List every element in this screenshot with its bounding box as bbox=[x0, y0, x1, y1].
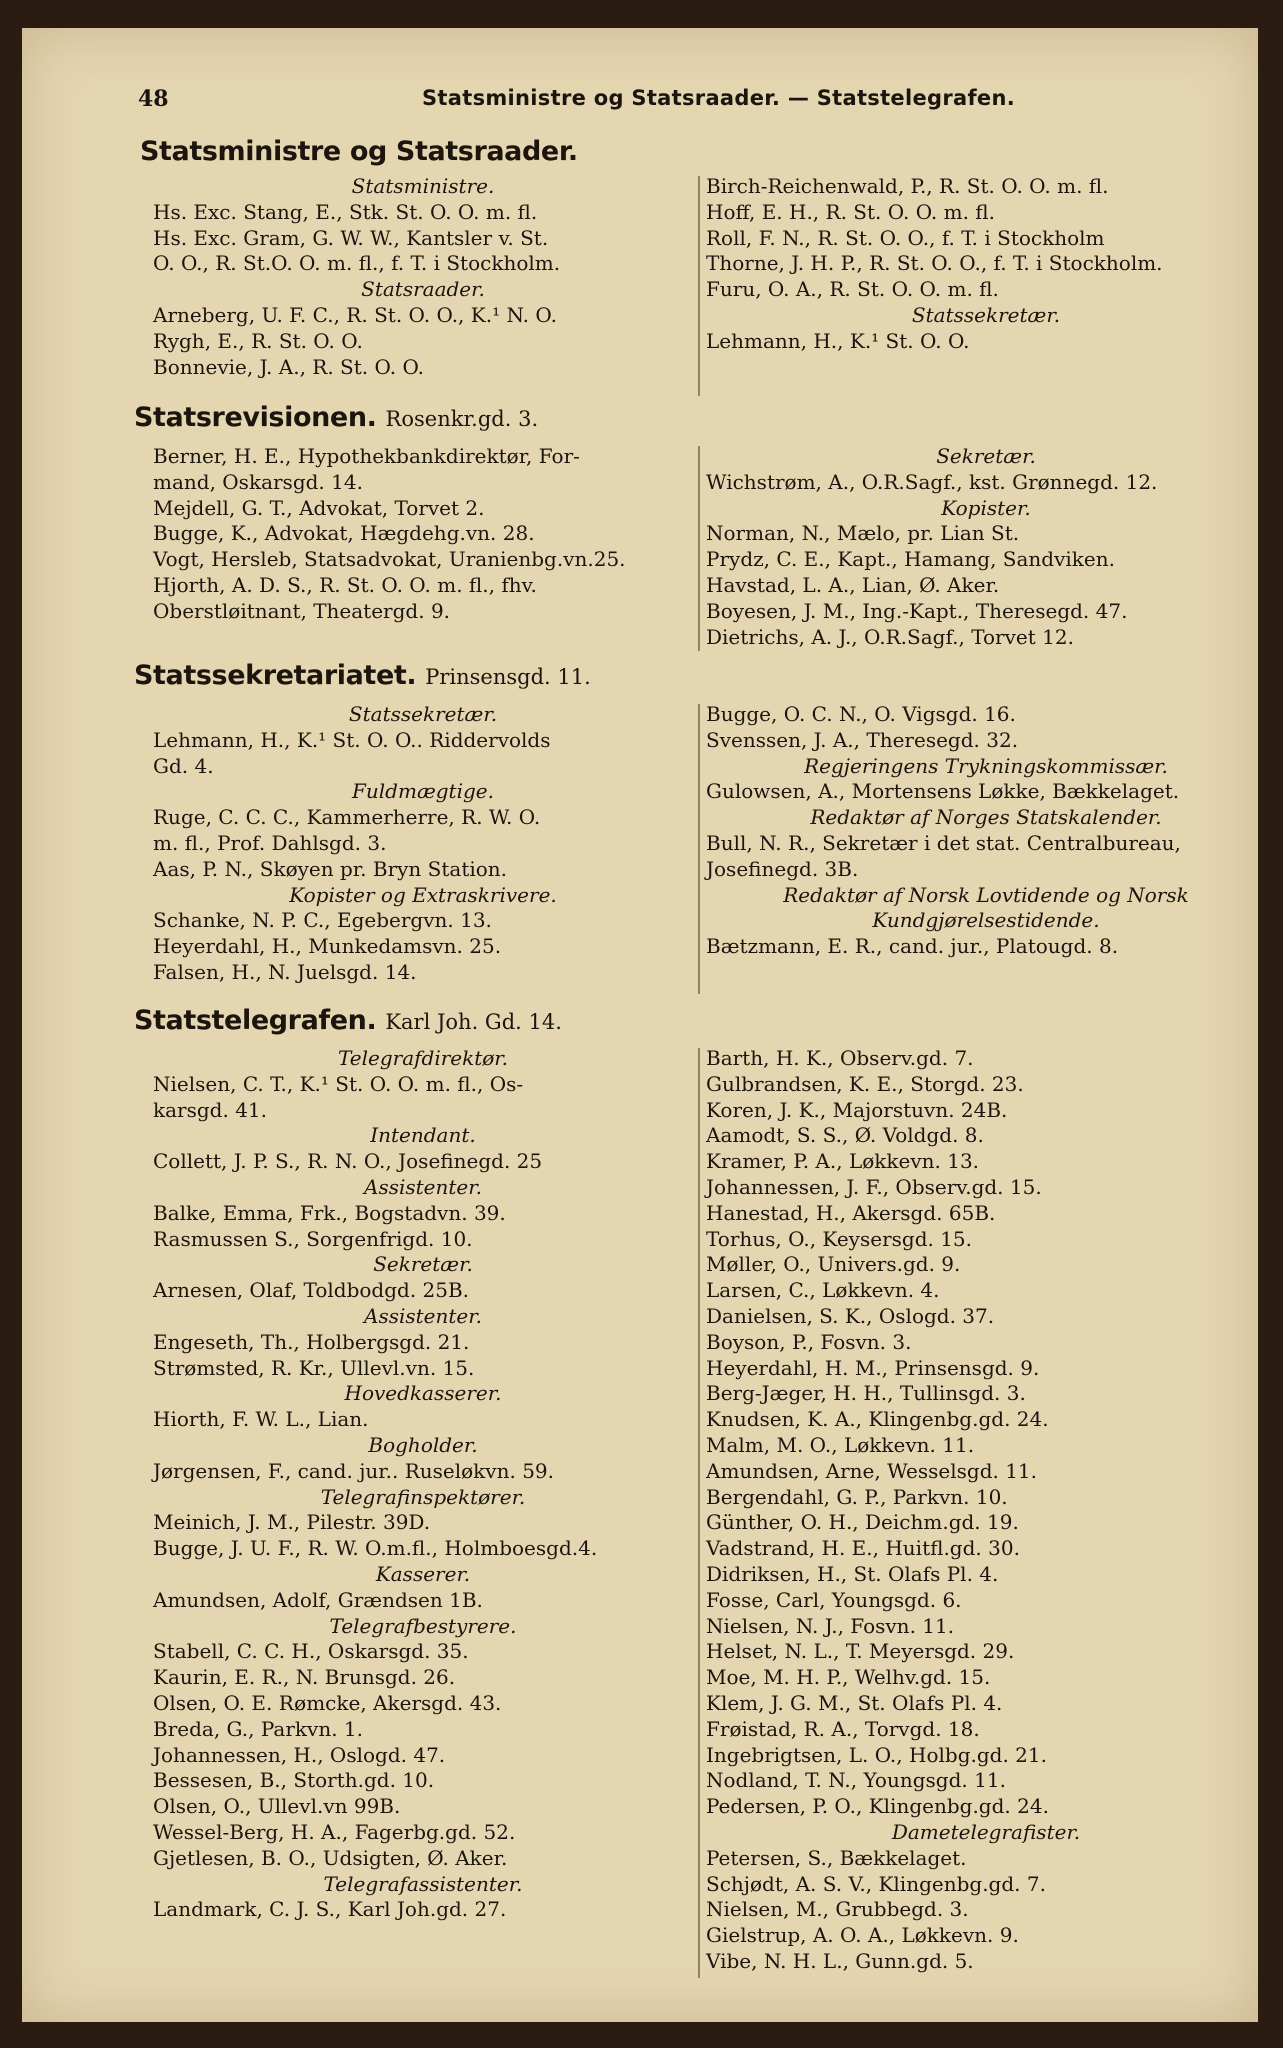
page bbox=[22, 28, 1258, 2022]
directory-entry: Vibe, N. H. L., Gunn.gd. 5. bbox=[706, 1948, 974, 1973]
section-heading-statsrevisionen bbox=[134, 402, 538, 433]
heading-text: Statsministre og Statsraader. bbox=[140, 136, 578, 167]
directory-entry: Boyesen, J. M., Ing.-Kapt., Theresegd. 47. bbox=[706, 598, 1128, 623]
directory-entry: Heyerdahl, H. M., Prinsensgd. 9. bbox=[706, 1355, 1040, 1380]
heading-text: Statstelegrafen. bbox=[134, 1005, 377, 1036]
directory-entry: Ingebrigtsen, L. O., Holbg.gd. 21. bbox=[706, 1742, 1047, 1767]
column-right bbox=[706, 444, 1266, 650]
directory-entry: Amundsen, Adolf, Grændsen 1B. bbox=[153, 1587, 483, 1612]
directory-entry: Wessel-Berg, H. A., Fagerbg.gd. 52. bbox=[153, 1819, 516, 1844]
directory-entry: Bugge, J. U. F., R. W. O.m.fl., Holmboesgd.4. bbox=[153, 1536, 598, 1561]
directory-entry: Meinich, J. M., Pilestr. 39D. bbox=[153, 1510, 431, 1535]
directory-entry: Berner, H. E., Hypothekbankdirektør, For- bbox=[153, 444, 580, 468]
directory-entry: Rygh, E., R. St. O. O. bbox=[153, 328, 363, 353]
section-heading-statssekretariatet bbox=[134, 660, 591, 691]
directory-entry: Bull, N. R., Sekretær i det stat. Centralbureau, bbox=[706, 830, 1181, 855]
column-left bbox=[153, 444, 693, 625]
directory-entry: Gjetlesen, B. O., Udsigten, Ø. Aker. bbox=[153, 1845, 508, 1870]
column-right bbox=[706, 174, 1266, 355]
role-heading: Statsraader. bbox=[361, 277, 485, 302]
directory-entry: karsgd. 41. bbox=[153, 1097, 267, 1122]
directory-entry: Roll, F. N., R. St. O. O., f. T. i Stockholm bbox=[706, 225, 1105, 250]
heading-text: Statssekretariatet. bbox=[134, 660, 417, 691]
directory-entry: Kramer, P. A., Løkkevn. 13. bbox=[706, 1149, 980, 1174]
section-heading-statsministre bbox=[140, 136, 578, 167]
directory-entry: Moe, M. H. P., Welhv.gd. 15. bbox=[706, 1665, 991, 1690]
directory-entry: Strømsted, R. Kr., Ullevl.vn. 15. bbox=[153, 1355, 475, 1380]
column-divider bbox=[698, 704, 700, 994]
column-left bbox=[153, 174, 693, 380]
directory-entry: Bugge, O. C. N., O. Vigsgd. 16. bbox=[706, 702, 1016, 726]
directory-entry: Hs. Exc. Gram, G. W. W., Kantsler v. St. bbox=[153, 225, 549, 250]
directory-entry: Schanke, N. P. C., Egebergvn. 13. bbox=[153, 908, 492, 933]
directory-entry: Bergendahl, G. P., Parkvn. 10. bbox=[706, 1484, 1008, 1509]
directory-entry: Jørgensen, F., cand. jur.. Ruseløkvn. 59. bbox=[153, 1458, 555, 1483]
directory-entry: Havstad, L. A., Lian, Ø. Aker. bbox=[706, 572, 1000, 597]
role-heading: Redaktør af Norsk Lovtidende og Norsk bbox=[783, 882, 1189, 907]
directory-entry: Bætzmann, E. R., cand. jur., Platougd. 8. bbox=[706, 934, 1119, 959]
directory-entry: Berg-Jæger, H. H., Tullinsgd. 3. bbox=[706, 1381, 1026, 1406]
directory-entry: Bonnevie, J. A., R. St. O. O. bbox=[153, 354, 425, 379]
directory-entry: Torhus, O., Keysersgd. 15. bbox=[706, 1226, 973, 1251]
directory-entry: Fosse, Carl, Youngsgd. 6. bbox=[706, 1587, 962, 1612]
directory-entry: Hanestad, H., Akersgd. 65B. bbox=[706, 1200, 996, 1225]
directory-entry: Gielstrup, A. O. A., Løkkevn. 9. bbox=[706, 1923, 1019, 1948]
heading-address: Prinsensgd. 11. bbox=[425, 665, 591, 689]
role-heading: Statsministre. bbox=[351, 174, 495, 198]
directory-entry: Johannessen, H., Oslogd. 47. bbox=[153, 1742, 446, 1767]
directory-entry: Aamodt, S. S., Ø. Voldgd. 8. bbox=[706, 1123, 984, 1148]
directory-entry: Petersen, S., Bækkelaget. bbox=[706, 1845, 967, 1870]
directory-entry: Johannessen, J. F., Observ.gd. 15. bbox=[706, 1174, 1042, 1199]
directory-entry: Pedersen, P. O., Klingenbg.gd. 24. bbox=[706, 1794, 1049, 1819]
directory-entry: Danielsen, S. K., Oslogd. 37. bbox=[706, 1303, 995, 1328]
directory-entry: Günther, O. H., Deichm.gd. 19. bbox=[706, 1510, 1019, 1535]
role-heading: Telegrafbestyrere. bbox=[329, 1613, 517, 1638]
role-heading: Statssekretær. bbox=[348, 702, 498, 726]
directory-entry: Koren, J. K., Majorstuvn. 24B. bbox=[706, 1097, 1008, 1122]
directory-entry: m. fl., Prof. Dahlsgd. 3. bbox=[153, 830, 387, 855]
role-heading: Telegrafinspektører. bbox=[320, 1484, 526, 1509]
column-divider bbox=[698, 1048, 700, 1978]
directory-entry: Balke, Emma, Frk., Bogstadvn. 39. bbox=[153, 1200, 506, 1225]
directory-entry: Wichstrøm, A., O.R.Sagf., kst. Grønnegd. 12. bbox=[706, 469, 1158, 494]
directory-entry: Falsen, H., N. Juelsgd. 14. bbox=[153, 959, 417, 984]
role-heading: Assistenter. bbox=[364, 1174, 482, 1199]
directory-entry: Hjorth, A. D. S., R. St. O. O. m. fl., fhv. bbox=[153, 572, 537, 597]
directory-entry: Nielsen, M., Grubbegd. 3. bbox=[706, 1897, 969, 1922]
directory-entry: Norman, N., Mælo, pr. Lian St. bbox=[706, 521, 1020, 546]
role-heading: Redaktør af Norges Statskalender. bbox=[810, 805, 1162, 830]
role-heading: Telegrafassistenter. bbox=[323, 1871, 523, 1896]
running-head: Statsministre og Statsraader. — Statstelegrafen. bbox=[422, 86, 1015, 110]
directory-entry: Malm, M. O., Løkkevn. 11. bbox=[706, 1432, 975, 1457]
directory-entry: Svenssen, J. A., Theresegd. 32. bbox=[706, 727, 1019, 752]
directory-entry: Arneberg, U. F. C., R. St. O. O., K.¹ N. O. bbox=[153, 302, 557, 327]
directory-entry: Barth, H. K., Observ.gd. 7. bbox=[706, 1046, 974, 1070]
role-heading: Dametelegrafister. bbox=[891, 1819, 1081, 1844]
directory-entry: Rasmussen S., Sorgenfrigd. 10. bbox=[153, 1226, 473, 1251]
role-heading: Regjeringens Trykningskommissær. bbox=[804, 753, 1168, 778]
directory-entry: Thorne, J. H. P., R. St. O. O., f. T. i Stockholm. bbox=[706, 251, 1163, 276]
directory-entry: Aas, P. N., Skøyen pr. Bryn Station. bbox=[153, 856, 508, 881]
role-heading: Telegrafdirektør. bbox=[337, 1046, 509, 1070]
directory-entry: Knudsen, K. A., Klingenbg.gd. 24. bbox=[706, 1407, 1049, 1432]
directory-entry: Birch-Reichenwald, P., R. St. O. O. m. fl. bbox=[706, 174, 1109, 198]
role-heading: Fuldmægtige. bbox=[352, 779, 494, 804]
directory-entry: Prydz, C. E., Kapt., Hamang, Sandviken. bbox=[706, 547, 1115, 572]
directory-entry: Lehmann, H., K.¹ St. O. O. bbox=[706, 328, 970, 353]
directory-entry: Engeseth, Th., Holbergsgd. 21. bbox=[153, 1329, 470, 1354]
directory-entry: Mejdell, G. T., Advokat, Torvet 2. bbox=[153, 495, 485, 520]
heading-text: Statsrevisionen. bbox=[134, 402, 377, 433]
directory-entry: Ruge, C. C. C., Kammerherre, R. W. O. bbox=[153, 805, 541, 830]
directory-entry: Hiorth, F. W. L., Lian. bbox=[153, 1407, 369, 1432]
column-divider bbox=[698, 446, 700, 651]
role-heading: Assistenter. bbox=[364, 1303, 482, 1328]
directory-entry: Didriksen, H., St. Olafs Pl. 4. bbox=[706, 1561, 999, 1586]
directory-entry: Vogt, Hersleb, Statsadvokat, Uranienbg.vn.25. bbox=[153, 547, 626, 572]
directory-entry: Vadstrand, H. E., Huitfl.gd. 30. bbox=[706, 1536, 1020, 1561]
directory-entry: Arnesen, Olaf, Toldbodgd. 25B. bbox=[153, 1278, 470, 1303]
directory-entry: Oberstløitnant, Theatergd. 9. bbox=[153, 598, 451, 623]
column-divider bbox=[698, 176, 700, 396]
directory-entry: Furu, O. A., R. St. O. O. m. fl. bbox=[706, 277, 999, 302]
directory-entry: Klem, J. G. M., St. Olafs Pl. 4. bbox=[706, 1690, 1003, 1715]
directory-entry: mand, Oskarsgd. 14. bbox=[153, 469, 363, 494]
directory-entry: Bugge, K., Advokat, Hægdehg.vn. 28. bbox=[153, 521, 535, 546]
role-heading: Statssekretær. bbox=[911, 302, 1061, 327]
role-heading: Kasserer. bbox=[375, 1561, 471, 1586]
role-heading: Sekretær. bbox=[373, 1252, 473, 1277]
directory-entry: Heyerdahl, H., Munkedamsvn. 25. bbox=[153, 934, 502, 959]
directory-entry: Dietrichs, A. J., O.R.Sagf., Torvet 12. bbox=[706, 624, 1074, 649]
role-heading: Bogholder. bbox=[368, 1432, 478, 1457]
directory-entry: Schjødt, A. S. V., Klingenbg.gd. 7. bbox=[706, 1871, 1046, 1896]
page-number: 48 bbox=[138, 86, 169, 112]
directory-entry: O. O., R. St.O. O. m. fl., f. T. i Stockholm. bbox=[153, 251, 561, 276]
directory-entry: Nielsen, C. T., K.¹ St. O. O. m. fl., Os- bbox=[153, 1071, 524, 1096]
directory-entry: Landmark, C. J. S., Karl Joh.gd. 27. bbox=[153, 1897, 507, 1922]
column-left bbox=[153, 1046, 693, 1923]
directory-entry: Larsen, C., Løkkevn. 4. bbox=[706, 1278, 940, 1303]
directory-entry: Gd. 4. bbox=[153, 753, 214, 778]
role-heading: Hovedkasserer. bbox=[344, 1381, 502, 1406]
directory-entry: Olsen, O., Ullevl.vn 99B. bbox=[153, 1794, 401, 1819]
directory-entry: Gulbrandsen, K. E., Storgd. 23. bbox=[706, 1071, 1024, 1096]
directory-entry: Nielsen, N. J., Fosvn. 11. bbox=[706, 1613, 955, 1638]
heading-address: Karl Joh. Gd. 14. bbox=[385, 1010, 562, 1034]
directory-entry: Frøistad, R. A., Torvgd. 18. bbox=[706, 1716, 980, 1741]
directory-entry: Hoff, E. H., R. St. O. O. m. fl. bbox=[706, 199, 996, 224]
directory-entry: Collett, J. P. S., R. N. O., Josefinegd. 25 bbox=[153, 1149, 543, 1174]
heading-address: Rosenkr.gd. 3. bbox=[385, 407, 539, 431]
directory-entry: Helset, N. L., T. Meyersgd. 29. bbox=[706, 1639, 1015, 1664]
directory-entry: Hs. Exc. Stang, E., Stk. St. O. O. m. fl. bbox=[153, 199, 538, 224]
directory-entry: Lehmann, H., K.¹ St. O. O.. Riddervolds bbox=[153, 727, 551, 752]
section-heading-statstelegrafen bbox=[134, 1005, 562, 1036]
directory-entry: Møller, O., Univers.gd. 9. bbox=[706, 1252, 961, 1277]
directory-entry: Breda, G., Parkvn. 1. bbox=[153, 1716, 364, 1741]
role-heading: Kopister. bbox=[941, 495, 1031, 520]
page-header bbox=[22, 86, 1258, 126]
directory-entry: Olsen, O. E. Rømcke, Akersgd. 43. bbox=[153, 1690, 502, 1715]
directory-entry: Nodland, T. N., Youngsgd. 11. bbox=[706, 1768, 1006, 1793]
directory-entry: Kaurin, E. R., N. Brunsgd. 26. bbox=[153, 1665, 456, 1690]
column-right bbox=[706, 702, 1266, 960]
role-heading: Kundgjørelsestidende. bbox=[872, 908, 1100, 933]
directory-entry: Boyson, P., Fosvn. 3. bbox=[706, 1329, 912, 1354]
role-heading: Sekretær. bbox=[936, 444, 1036, 468]
directory-entry: Josefinegd. 3B. bbox=[706, 856, 859, 881]
column-right bbox=[706, 1046, 1266, 1975]
directory-entry: Gulowsen, A., Mortensens Løkke, Bækkelaget. bbox=[706, 779, 1180, 804]
role-heading: Intendant. bbox=[370, 1123, 476, 1148]
column-left bbox=[153, 702, 693, 986]
directory-entry: Stabell, C. C. H., Oskarsgd. 35. bbox=[153, 1639, 469, 1664]
role-heading: Kopister og Extraskrivere. bbox=[289, 882, 557, 907]
directory-entry: Amundsen, Arne, Wesselsgd. 11. bbox=[706, 1458, 1038, 1483]
directory-entry: Bessesen, B., Storth.gd. 10. bbox=[153, 1768, 435, 1793]
